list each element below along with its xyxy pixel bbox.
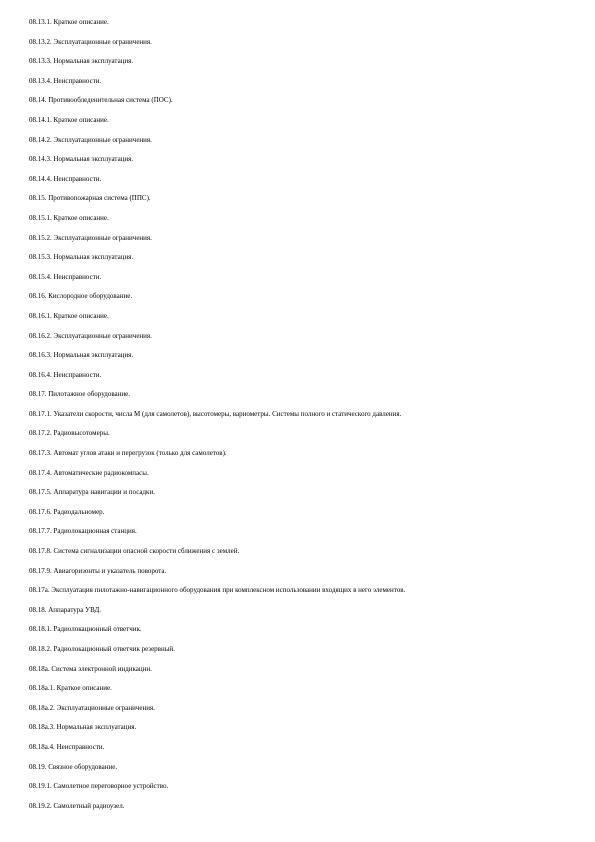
toc-entry: 08.13.4. Неисправности. [29, 76, 102, 85]
toc-entry: 08.19. Связное оборудование. [29, 762, 118, 771]
toc-entry: 08.14.3. Нормальная эксплуатация. [29, 155, 134, 164]
toc-entry: 08.19.1. Самолетное переговорное устройство. [29, 782, 169, 791]
toc-entry: 08.15.3. Нормальная эксплуатация. [29, 253, 134, 262]
toc-entry: 08.16.4. Неисправности. [29, 370, 102, 379]
toc-entry: 08.16.3. Нормальная эксплуатация. [29, 351, 134, 360]
toc-entry: 08.17.1. Указатели скорости, числа М (для самолетов), высотомеры, вариометры. Системы полного и статического давления. [29, 409, 402, 418]
toc-entry: 08.14. Противообледенительная система (ПОС). [29, 96, 173, 105]
toc-entry: 08.15.1. Краткое описание. [29, 213, 109, 222]
toc-entry: 08.17.7. Радиолокационная станция. [29, 527, 137, 536]
toc-entry: 08.18а.4. Неисправности. [29, 742, 105, 751]
toc-entry: 08.18. Аппаратура УВД. [29, 605, 102, 614]
toc-entry: 08.13.3. Нормальная эксплуатация. [29, 57, 134, 66]
toc-entry: 08.18.2. Радиолокационный ответчик резервный. [29, 645, 175, 653]
toc-entry: 08.14.4. Неисправности. [29, 174, 102, 183]
toc-entry: 08.15.4. Неисправности. [29, 272, 102, 281]
toc-entry: 08.18а. Система электронной индикации. [29, 664, 152, 673]
toc-entry: 08.18а.1. Краткое описание. [29, 684, 112, 693]
toc-entry: 08.16.1. Краткое описание. [29, 311, 109, 320]
table-of-contents [29, 13, 584, 816]
toc-entry: 08.14.1. Краткое описание. [29, 115, 109, 124]
toc-entry: 08.17.8. Система сигнализации опасной скорости сближения с землей. [29, 547, 240, 556]
toc-entry: 08.14.2. Эксплуатационные ограничения. [29, 135, 152, 144]
toc-entry: 08.16.2. Эксплуатационные ограничения. [29, 331, 152, 340]
toc-entry: 08.17.9. Авиагоризонты и указатель поворота. [29, 566, 167, 575]
toc-entry: 08.13.2. Эксплуатационные ограничения. [29, 37, 152, 46]
toc-entry: 08.19.2. Самолетный радиоузел. [29, 801, 125, 810]
toc-entry: 08.17.6. Радиодальномер. [29, 507, 105, 516]
toc-entry: 08.17.3. Автомат углов атаки и перегрузок (только для самолетов). [29, 449, 227, 458]
toc-entry: 08.15.2. Эксплуатационные ограничения. [29, 233, 152, 242]
toc-entry: 08.17.4. Автоматические радиокомпасы. [29, 468, 149, 477]
toc-entry: 08.17.2. Радиовысотомеры. [29, 429, 110, 438]
toc-entry: 08.18а.3. Нормальная эксплуатация. [29, 723, 137, 732]
toc-entry: 08.16. Кислородное оборудование. [29, 292, 133, 301]
toc-entry: 08.17а. Эксплуатация пилотажно-навигационного оборудования при комплексном использовании входящих в него элементов. [29, 586, 406, 595]
toc-entry: 08.15. Противопожарная система (ППС). [29, 194, 151, 203]
toc-entry: 08.18а.2. Эксплуатационные ограничения. [29, 703, 155, 712]
toc-entry: 08.17.5. Аппаратура навигации и посадки. [29, 488, 155, 497]
toc-entry: 08.13.1. Краткое описание. [29, 18, 109, 26]
toc-entry: 08.18.1. Радиолокационный ответчик. [29, 625, 142, 634]
toc-entry: 08.17. Пилотажное оборудование. [29, 390, 130, 399]
